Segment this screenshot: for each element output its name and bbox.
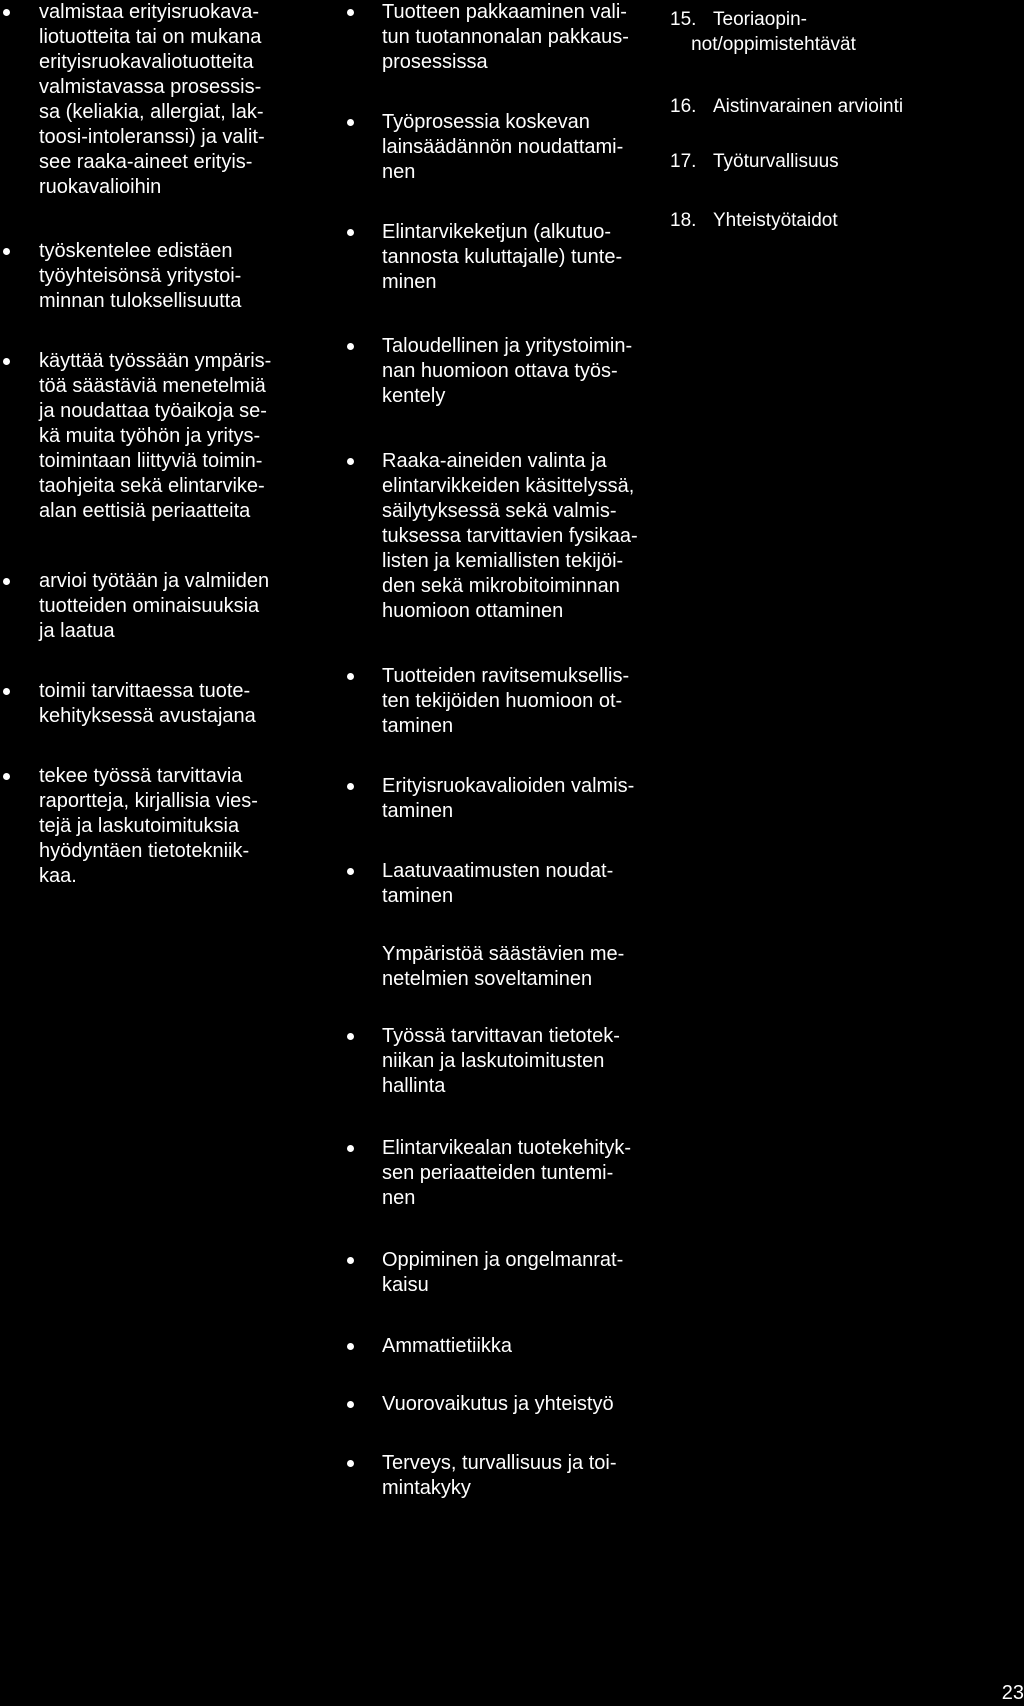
bullet-icon xyxy=(347,1343,354,1350)
list-item-text: Työprosessia koskevan lainsäädännön noudattami- nen xyxy=(382,111,624,183)
numbered-item-text: Aistinvarainen arviointi xyxy=(713,96,904,117)
bullet-icon xyxy=(347,1033,354,1040)
item-number: 17. xyxy=(670,151,697,172)
numbered-item xyxy=(670,94,903,119)
list-item-text: työskentelee edistäen työyhteisönsä yritystoi- minnan tuloksellisuutta xyxy=(39,240,242,312)
list-item-text: Vuorovaikutus ja yhteistyö xyxy=(382,1393,614,1415)
page-number: 23 xyxy=(1001,1682,1024,1704)
list-item-text: Taloudellinen ja yritystoimin- nan huomioon ottava työs- kentely xyxy=(382,335,633,407)
list-item-text: Työssä tarvittavan tietotek- niikan ja laskutoimitusten hallinta xyxy=(382,1025,620,1097)
bullet-icon xyxy=(347,1145,354,1152)
bullet-icon xyxy=(3,248,10,255)
numbered-item xyxy=(670,149,839,174)
bullet-icon xyxy=(347,1460,354,1467)
bullet-icon xyxy=(3,9,10,16)
bullet-icon xyxy=(347,9,354,16)
bullet-icon xyxy=(3,773,10,780)
list-item-text: Ympäristöä säästävien me- netelmien soveltaminen xyxy=(382,943,625,990)
bullet-icon xyxy=(347,1401,354,1408)
bullet-icon xyxy=(3,578,10,585)
list-item-text: käyttää työssään ympäris- töä säästäviä menetelmiä ja noudattaa työaikoja se- kä muita työhön ja yritys- toimintaan liittyviä toimin- taohjeita sekä elintarvike- alan eettisiä periaatteita xyxy=(39,350,272,522)
numbered-item-text: Yhteistyötaidot xyxy=(713,210,838,231)
numbered-item-text: Työturvallisuus xyxy=(713,151,839,172)
list-item-text: Elintarvikeketjun (alkutuo- tannosta kuluttajalle) tunte- minen xyxy=(382,221,623,293)
bullet-icon xyxy=(347,673,354,680)
list-item-text: valmistaa erityisruokava- liotuotteita tai on mukana erityisruokavaliotuotteita valmistavassa prosessis- sa (keliakia, allergiat, lak- toosi-intoleranssi) ja valit- see raaka-aineet erityis- ruokavalioihin xyxy=(39,1,265,198)
list-item-text: tekee työssä tarvittavia raportteja, kirjallisia vies- tejä ja laskutoimituksia hyödyntäen tietotekniik- kaa. xyxy=(39,765,258,887)
bullet-icon xyxy=(347,783,354,790)
numbered-item-text: Teoriaopin- not/oppimistehtävät xyxy=(691,9,856,55)
list-item-text: Ammattietiikka xyxy=(382,1335,513,1357)
bullet-icon xyxy=(347,1257,354,1264)
list-item-text: arvioi työtään ja valmiiden tuotteiden ominaisuuksia ja laatua xyxy=(39,570,270,642)
list-item-text: Laatuvaatimusten noudat- taminen xyxy=(382,860,614,907)
numbered-item xyxy=(670,208,838,233)
list-item-text: Tuotteen pakkaaminen vali- tun tuotannonalan pakkaus- prosessissa xyxy=(382,1,629,73)
bullet-icon xyxy=(347,119,354,126)
list-item-text: toimii tarvittaessa tuote- kehityksessä avustajana xyxy=(39,680,256,727)
list-item-text: Oppiminen ja ongelmanrat- kaisu xyxy=(382,1249,624,1296)
item-number: 18. xyxy=(670,210,697,231)
bullet-icon xyxy=(347,458,354,465)
list-item-text: Raaka-aineiden valinta ja elintarvikkeiden käsittelyssä, säilytyksessä sekä valmis- tuksessa tarvittavien fysikaa- listen ja kemiallisten tekijöi- den sekä mikrobitoiminnan huomioon ottaminen xyxy=(382,450,638,622)
bullet-icon xyxy=(3,358,10,365)
item-number: 15. xyxy=(670,9,697,30)
list-item-text: Erityisruokavalioiden valmis- taminen xyxy=(382,775,635,822)
numbered-item xyxy=(670,7,856,57)
bullet-icon xyxy=(347,868,354,875)
item-number: 16. xyxy=(670,96,697,117)
list-item-text: Terveys, turvallisuus ja toi- mintakyky xyxy=(382,1452,617,1499)
list-item-text: Elintarvikealan tuotekehityk- sen periaatteiden tuntemi- nen xyxy=(382,1137,632,1209)
list-item-text: Tuotteiden ravitsemuksellis- ten tekijöiden huomioon ot- taminen xyxy=(382,665,630,737)
bullet-icon xyxy=(347,343,354,350)
bullet-icon xyxy=(3,688,10,695)
bullet-icon xyxy=(347,229,354,236)
